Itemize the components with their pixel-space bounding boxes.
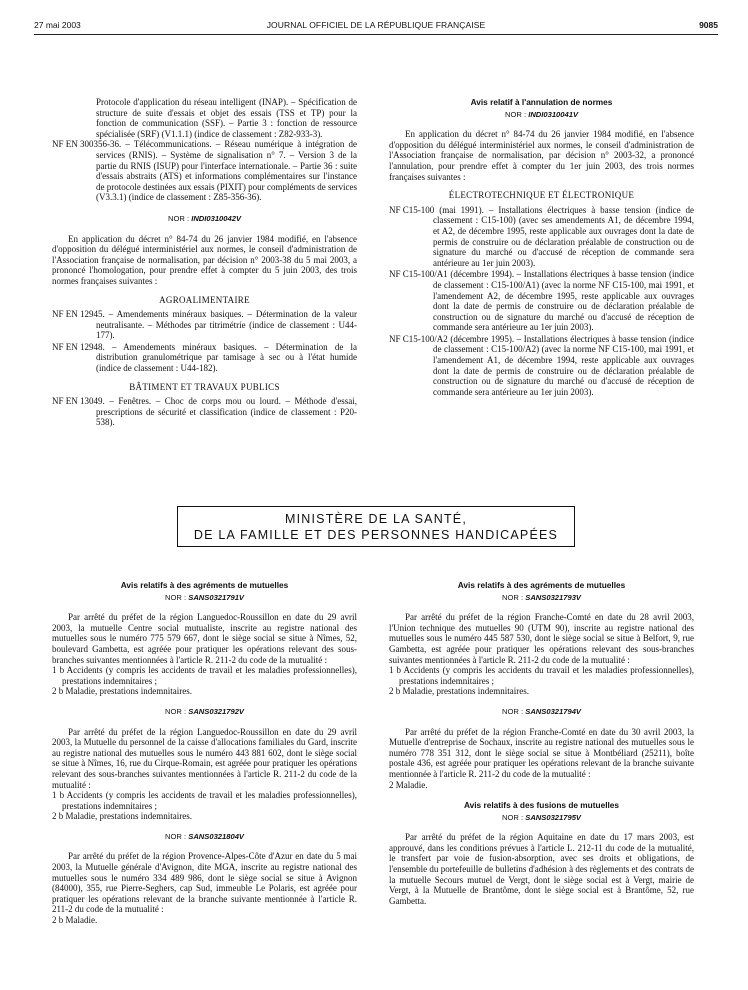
branch-item: 2 b Maladie, prestations indemnitaires. [389,686,529,697]
branch-item: 2 b Maladie. [52,915,98,926]
branch-item: 2 b Maladie, prestations indemnitaires. [52,811,192,822]
top-right-column [389,97,694,398]
intro-paragraph: En application du décret n° 84-74 du 26 janvier 1984 modifié, en l'absence d'opposition du délégué interministériel aux normes, le conseil d'administration de l'Association française de normalisation, par décision n° 2003-32, a prononcé l'annulation, pour prendre effet à compter du 1er juin 2003, des trois normes françaises suivantes : [389,129,694,182]
page-number: 9085 [699,20,718,30]
continued-norm-text: Protocole d'application du réseau intelligent (INAP). – Spécification de structure de suite d'essais et objet des essais (TSS et TP) pour la fonction de communication (SSF). – Partie 3 : fonction de ressource spécialisée (SRF) (V1.1.1) (indice de classement : Z82-933-3). [96,97,357,139]
nor-reference: NOR : INDI0310041V [504,109,579,119]
norm-item: NF C15-100/A1 (décembre 1994). – Installations électriques à basse tension (indice de classement : C15-100/A1) (avec la norme NF C15-100, mai 1991, et l'amendement A2, de décembre 1995, reste applicable aux ouvrages dont la date de permis de construire ou de déclaration préalable de construction ou de signature du marché ou d'accusé de réception de commande sera antérieure au 1er juin 2003). [389,269,694,333]
norm-item: NF C15-100 (mai 1991). – Installations électriques à basse tension (indice de classement : C15-100) (avec ses amendements A1, de décembre 1994, et A2, de décembre 1995, reste applicable aux ouvrages dont la date de permis de construire ou de déclaration préalable de construction ou de signature du marché ou d'accusé de réception de commande sera antérieure au 1er juin 2003). [389,204,695,268]
decree-paragraph: Par arrêté du préfet de la région Languedoc-Roussillon en date du 29 avril 2003, la Mutuelle du personnel de la caisse d'allocations familiales du Gard, inscrite au registre national des mutuelles sous le numéro 443 881 602, dont le siège social se situe à Nîmes, 16, rue du Cirque-Romain, est agréée pour pratiquer les opérations relevant des sous-branches suivantes mentionnées à l'article R. 211-2 du code de la mutualité : [52,726,357,790]
decree-paragraph: Par arrêté du préfet de la région Provence-Alpes-Côte d'Azur en date du 5 mai 2003, la Mutuelle générale d'Avignon, dite MGA, inscrite au registre national des mutuelles sous le numéro 334 489 986, dont le siège social se situe à Avignon (84000), 355, rue Pierre-Seghers, cap Sud, immeuble Le Polaris, est agréée pour pratiquer les opérations relevant de la branche suivante mentionnée à l'article R. 211-2 du code de la mutualité : [52,851,357,915]
nor-reference: NOR : SANS0321795V [502,812,581,822]
page-header [34,20,718,32]
decree-paragraph: Par arrêté du préfet de la région Aquitaine en date du 17 mars 2003, est approuvé, dans les conditions prévues à l'article L. 212-11 du code de la mutualité, le transfert par voie de fusion-absorption, avec ses droits et obligations, de l'ensemble du portefeuille de bulletins d'adhésion à des règlements et des contrats de la mutuelle Secours mutuel de Vergt, dont le siège social est à Vergt, mairie de Vergt, à la Mutuelle de Brantôme, dont le siège social est à Brantôme, 52, rue Gambetta. [389,832,694,906]
notice-title: Avis relatifs à des agréments de mutuelles [120,580,289,590]
top-left-column [52,97,357,429]
intro-paragraph: En application du décret n° 84-74 du 26 janvier 1984 modifié, en l'absence d'opposition du délégué interministériel aux normes, le conseil d'administration de l'Association française de normalisation, par décision n° 2003-38 du 5 mai 2003, a prononcé l'homologation, pour prendre effet à compter du 5 juin 2003, des trois normes françaises suivantes : [52,233,357,286]
norm-code: NF EN 300356-36. [52,139,122,150]
branch-item: 2 Maladie. [389,779,428,790]
decree-paragraph: Par arrêté du préfet de la région Franche-Comté en date du 30 avril 2003, la Mutuelle d'entreprise de Sochaux, inscrite au registre national des mutuelles sous le numéro 778 351 312, dont le siège social se situe à Montbéliard (25211), boîte postale 436, est agréée pour pratiquer les opérations relevant de la branche suivante mentionnée à l'article R. 211-2 du code de la mutualité : [389,726,694,779]
norm-item: NF EN 12948. – Amendements minéraux basiques. – Détermination de la distribution granulométrique par tamisage à sec ou à l'état humide (indice de classement : U44-182). [52,341,358,374]
decree-paragraph: Par arrêté du préfet de la région Languedoc-Roussillon en date du 29 avril 2003, la mutuelle Centre social mutualiste, inscrite au registre national des mutuelles sous le numéro 775 579 667, dont le siège social se situe à Nîmes, 52, boulevard Gambetta, est agréée pour pratiquer les opérations relevant des sous-branches suivantes mentionnées à l'article R. 211-2 du code de la mutualité : [52,612,357,665]
ministry-heading-box [177,506,575,547]
header-date: 27 mai 2003 [34,20,81,30]
ministry-line-2: DE LA FAMILLE ET DES PERSONNES HANDICAPÉES [193,528,559,542]
branch-item: 1 b Accidents (y compris les accidents de travail et les maladies professionnelles), prestations indemnitaires ; [52,665,357,686]
branch-item: 1 b Accidents (y compris les accidents de travail et les maladies professionnelles), prestations indemnitaires ; [52,790,357,811]
nor-reference: NOR : SANS0321804V [165,831,244,841]
bottom-left-column [52,580,357,926]
journal-title: JOURNAL OFFICIEL DE LA RÉPUBLIQUE FRANÇAISE [266,20,486,30]
nor-reference: NOR : SANS0321793V [502,592,581,602]
bottom-right-column [389,580,694,906]
nor-reference: NOR : SANS0321792V [165,706,244,716]
notice-title: Avis relatifs à des fusions de mutuelles [463,800,620,811]
norm-item: NF EN 13049. – Fenêtres. – Choc de corps mou ou lourd. – Méthode d'essai, prescriptions de sécurité et classification (indice de classement : P20-538). [52,396,357,428]
notice-title: Avis relatif à l'annulation de normes [470,97,613,107]
notice-title: Avis relatifs à des agréments de mutuelles [457,580,626,590]
header-rule [34,34,718,35]
branch-item: 2 b Maladie, prestations indemnitaires. [52,686,192,697]
ministry-line-1: MINISTÈRE DE LA SANTÉ, [285,512,467,526]
section-heading: AGROALIMENTAIRE [159,294,250,305]
nor-reference: NOR : SANS0321791V [165,592,244,602]
section-heading: BÂTIMENT ET TRAVAUX PUBLICS [129,381,280,392]
nor-reference: NOR : SANS0321794V [502,706,581,716]
section-heading: ÉLECTROTECHNIQUE ET ÉLECTRONIQUE [448,190,635,201]
decree-paragraph: Par arrêté du préfet de la région Franche-Comté en date du 28 avril 2003, l'Union technique des mutuelles 90 (UTM 90), inscrite au registre national des mutuelles sous le numéro 445 587 530, dont le siège social se situe à Belfort, 9, rue Gambetta, est agréée pour pratiquer les opérations relevant des sous-branches suivantes mentionnées à l'article R. 211-2 du code de la mutualité : [389,612,694,665]
norm-item: NF C15-100/A2 (décembre 1995). – Installations électriques à basse tension (indice de classement : C15-100/A2) (avec la norme NF C15-100, mai 1991, et l'amendement A1, de décembre 1994, reste applicable aux ouvrages dont la date de permis de construire ou de déclaration préalable de construction ou de signature du marché ou d'accusé de réception de commande sera antérieure au 1er juin 2003). [389,333,694,397]
norm-item: NF EN 12945. – Amendements minéraux basiques. – Détermination de la valeur neutralisante. – Méthodes par titrimétrie (indice de classement : U44-177). [52,309,358,341]
branch-item: 1 b Accidents (y compris les accidents du travail et les maladies professionnelles), prestations indemnitaires ; [389,665,694,686]
norm-text: – Télécommunications. – Réseau numérique à intégration de services (RNIS). – Système de signalisation n° 7. – Version 3 de la partie du RNIS (ISUP) pour l'interface internationale. – Partie 36 : suite d'essais abstraits (ATS) et informations complémentaires sur l'instance de protocole destinées aux essais (PIXIT) pour compléments de services (V3.3.1) (indice de classement : Z85-356-36). [96,139,357,203]
norm-item [52,139,357,203]
nor-reference: NOR : INDI0310042V [167,213,242,223]
